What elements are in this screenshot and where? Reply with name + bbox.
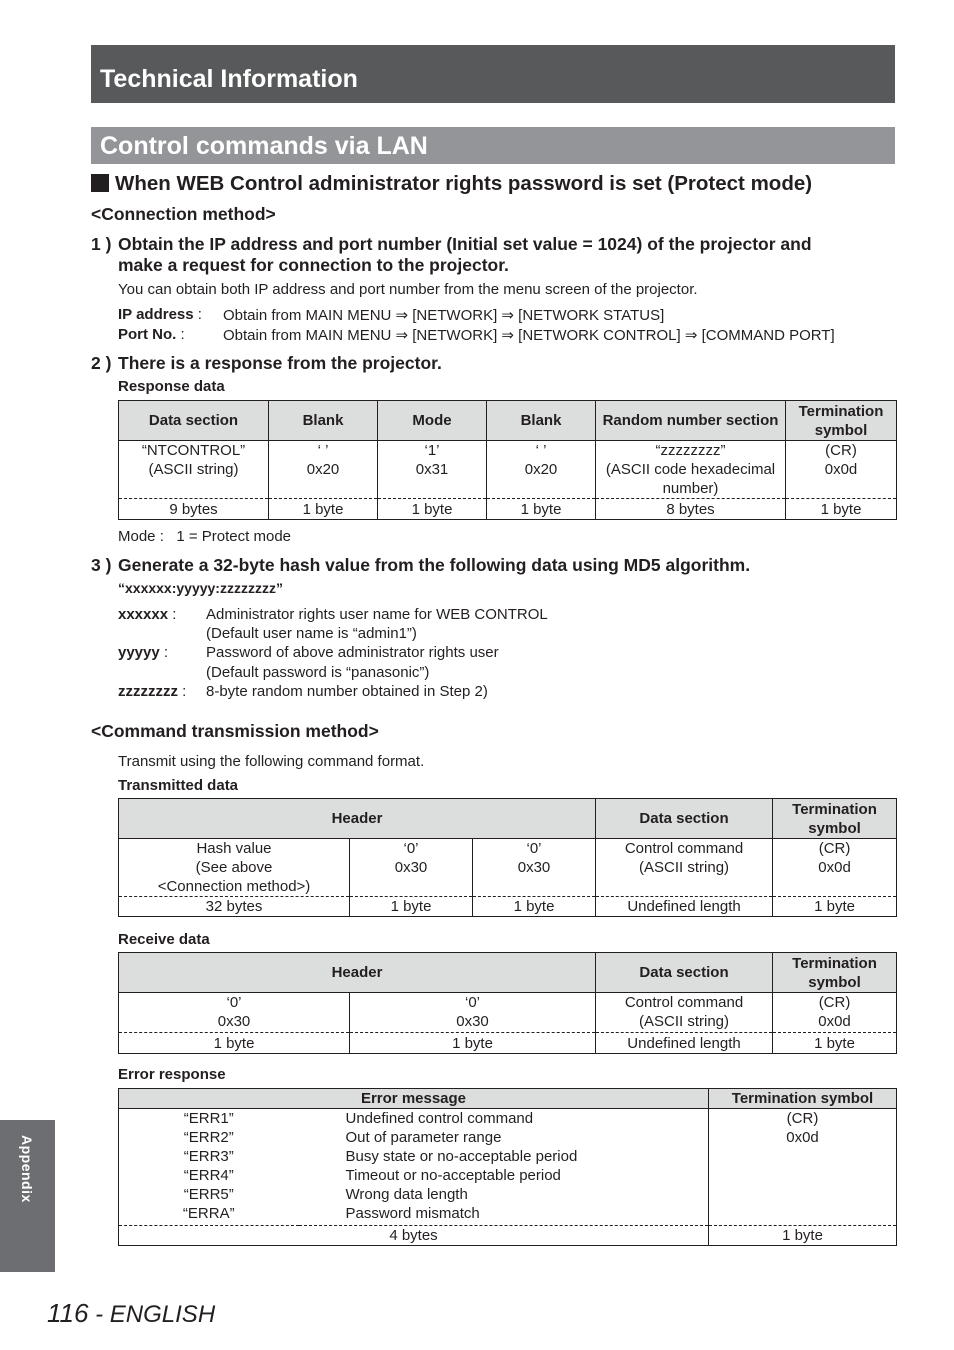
page-title-banner [91, 127, 895, 164]
section-banner [91, 45, 895, 103]
response-data-label: Response data [118, 378, 225, 395]
table-cell: 1 byte [473, 897, 596, 917]
table-header: Termination symbol [709, 1089, 897, 1109]
response-data-table [118, 400, 897, 520]
error-message: Password mismatch [345, 1205, 480, 1222]
square-bullet-icon [91, 174, 109, 192]
error-code: “ERRA” [182, 1205, 235, 1222]
table-header: Termination symbol [786, 401, 897, 441]
table-cell: 1 byte [786, 499, 897, 520]
table-header: Random number section [596, 401, 786, 441]
definition-list [118, 606, 718, 702]
table-cell: 1 byte [709, 1226, 897, 1246]
protect-mode-heading: When WEB Control administrator rights password is set (Protect mode) [91, 172, 812, 196]
error-code: “ERR1” [183, 1110, 234, 1127]
table-cell: “zzzzzzzz” (ASCII code hexadecimal number) [596, 441, 786, 499]
error-code: “ERR5” [183, 1186, 234, 1203]
error-message: Undefined control command [345, 1110, 534, 1127]
definition-key: xxxxxx : [118, 606, 177, 623]
table-cell: 1 byte [773, 897, 897, 917]
definition-value: 8-byte random number obtained in Step 2) [206, 683, 488, 700]
page-footer [47, 1298, 215, 1329]
table-header: Header [119, 953, 596, 993]
step1-number: 1 ) [91, 234, 112, 254]
table-cell: 1 byte [487, 499, 596, 520]
table-header: Mode [378, 401, 487, 441]
definition-value: (Default user name is “admin1”) [206, 625, 417, 642]
definition-value: (Default password is “panasonic”) [206, 664, 430, 681]
definition-value: Password of above administrator rights user [206, 644, 499, 661]
table-header: Blank [487, 401, 596, 441]
definition-value: Administrator rights user name for WEB CONTROL [206, 606, 548, 623]
step2-number: 2 ) [91, 353, 112, 373]
hash-format: “xxxxxx:yyyyy:zzzzzzzz” [118, 580, 283, 596]
port-value: Obtain from MAIN MENU ⇒ [NETWORK] ⇒ [NETWORK CONTROL] ⇒ [COMMAND PORT] [223, 327, 835, 344]
transmitted-data-label: Transmitted data [118, 777, 239, 794]
table-cell: (CR) 0x0d [773, 993, 897, 1033]
section-title: Technical Information [100, 65, 358, 93]
error-response-label: Error response [118, 1066, 226, 1083]
receive-data-label: Receive data [118, 931, 210, 948]
table-cell: (CR) 0x0d [786, 441, 897, 499]
error-message-cell [299, 1109, 709, 1226]
table-cell: ‘0’ 0x30 [473, 839, 596, 897]
error-code: “ERR4” [183, 1167, 234, 1184]
error-code-cell [119, 1109, 299, 1226]
table-header: Error message [119, 1089, 709, 1109]
error-response-table [118, 1088, 897, 1246]
step1-line2: make a request for connection to the projector. [118, 255, 509, 275]
table-header: Header [119, 799, 596, 839]
table-cell: ‘0’ 0x30 [350, 839, 473, 897]
table-header: Termination symbol [773, 953, 897, 993]
command-intro: Transmit using the following command format. [118, 753, 425, 770]
port-row: Port No. : [118, 326, 185, 343]
ip-address-row: IP address : [118, 306, 202, 323]
table-cell: (CR) 0x0d [773, 839, 897, 897]
table-cell: 1 byte [350, 1033, 596, 1054]
page-title: Control commands via LAN [100, 132, 428, 160]
table-cell: 1 byte [773, 1033, 897, 1054]
error-message: Out of parameter range [345, 1129, 502, 1146]
footer-language: - ENGLISH [88, 1301, 216, 1328]
table-cell: 1 byte [119, 1033, 350, 1054]
table-cell: (CR) 0x0d [709, 1109, 897, 1226]
step1-line1: Obtain the IP address and port number (Initial set value = 1024) of the projector and [118, 234, 812, 254]
table-cell: ‘ ’ 0x20 [487, 441, 596, 499]
connection-method-heading: <Connection method> [91, 204, 276, 224]
table-header: Termination symbol [773, 799, 897, 839]
table-cell: ‘0’ 0x30 [350, 993, 596, 1033]
step3-number: 3 ) [91, 555, 112, 575]
error-code: “ERR3” [183, 1148, 234, 1165]
table-cell: 1 byte [378, 499, 487, 520]
table-cell: “NTCONTROL” (ASCII string) [119, 441, 269, 499]
error-message: Busy state or no-acceptable period [345, 1148, 578, 1165]
table-cell: 8 bytes [596, 499, 786, 520]
table-header: Data section [119, 401, 269, 441]
definition-key: yyyyy : [118, 644, 169, 661]
table-cell: Undefined length [596, 897, 773, 917]
table-cell: ‘1’ 0x31 [378, 441, 487, 499]
command-method-heading: <Command transmission method> [91, 721, 379, 741]
table-cell: Control command (ASCII string) [596, 993, 773, 1033]
transmitted-data-table [118, 798, 897, 917]
error-message: Wrong data length [345, 1186, 468, 1203]
error-code: “ERR2” [183, 1129, 234, 1146]
table-cell: 1 byte [350, 897, 473, 917]
table-cell: 1 byte [269, 499, 378, 520]
table-cell: Control command (ASCII string) [596, 839, 773, 897]
step3-text: Generate a 32-byte hash value from the following data using MD5 algorithm. [118, 555, 751, 575]
table-cell: ‘ ’ 0x20 [269, 441, 378, 499]
definition-key: zzzzzzzz : [118, 683, 187, 700]
step1-note: You can obtain both IP address and port number from the menu screen of the projector. [118, 281, 698, 298]
step2-text: There is a response from the projector. [118, 353, 442, 373]
table-cell: Hash value (See above <Connection method>) [119, 839, 350, 897]
table-cell: 9 bytes [119, 499, 269, 520]
table-cell: ‘0’ 0x30 [119, 993, 350, 1033]
mode-note: Mode : 1 = Protect mode [118, 528, 292, 545]
appendix-tab-label: Appendix [19, 1135, 35, 1203]
table-header: Data section [596, 953, 773, 993]
table-cell: 32 bytes [119, 897, 350, 917]
receive-data-table [118, 952, 897, 1054]
page-number: 116 [47, 1298, 89, 1328]
ip-address-value: Obtain from MAIN MENU ⇒ [NETWORK] ⇒ [NETWORK STATUS] [223, 307, 665, 324]
table-header: Data section [596, 799, 773, 839]
table-cell: Undefined length [596, 1033, 773, 1054]
error-message: Timeout or no-acceptable period [345, 1167, 561, 1184]
table-header: Blank [269, 401, 378, 441]
table-cell: 4 bytes [119, 1226, 709, 1246]
